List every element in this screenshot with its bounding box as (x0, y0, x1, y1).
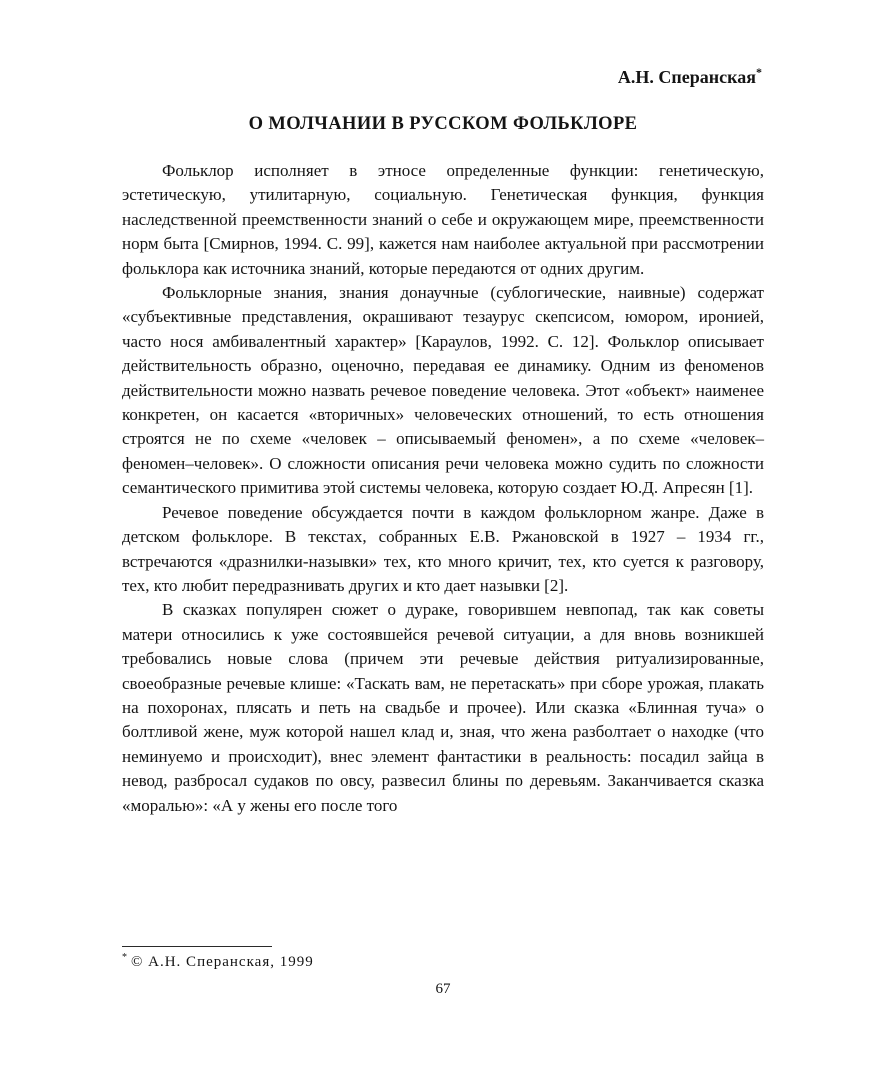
paragraph-3: Речевое поведение обсуждается почти в каждом фольклорном жанре. Даже в детском фольклоре. В текстах, собранных Е.В. Ржановской в 1927 – 1934 гг., встречаются «дразнилки-назывки» тех, кто много кричит, тех, кто суется к разговору, тех, кто любит передразнивать других и кто дает назывки [2]. (122, 502, 764, 595)
page-number: 67 (435, 981, 451, 997)
text-block (122, 66, 764, 818)
paragraph-4: В сказках популярен сюжет о дураке, говорившем невпопад, так как советы матери относились к уже состоявшейся речевой ситуации, а для вновь возникшей требовались новые слова (причем эти речевые действия ритуализированные, своеобразные речевые клише: «Таскать вам, не перетаскать» при сборе урожая, плакать на похоронах, плясать и петь на свадьбе и прочее). Или сказка «Блинная туча» о болтливой жене, муж которой нашел клад и, зная, что жена разболтает о находке (что неминуемо и происходит), внес элемент фантастики в реальность: посадил зайца в невод, разбросал судаков по овсу, развесил блины по деревьям. Заканчивается сказка «моралью»: «А у жены его после того (122, 600, 764, 815)
footnote-text: © А.Н. Сперанская, 1999 (131, 954, 314, 970)
author-footnote-mark: * (756, 65, 762, 79)
author-name: А.Н. Сперанская (617, 67, 756, 87)
footnote-area (122, 946, 764, 971)
article-body (122, 159, 764, 818)
author-line (122, 66, 762, 88)
article-title: О МОЛЧАНИИ В РУССКОМ ФОЛЬКЛОРЕ (248, 114, 638, 134)
footnote-mark: * (122, 952, 128, 963)
footnote-divider (122, 946, 272, 947)
paragraph-2: Фольклорные знания, знания донаучные (сублогические, наивные) содержат «субъективные представления, окрашивают тезаурус скепсисом, юмором, иронией, часто нося амбивалентный характер» [Караулов, 1992. С. 12]. Фольклор описывает действительность образно, оценочно, передавая ее динамику. Одним из феноменов действительности можно назвать речевое поведение человека. Этот «объект» наименее конкретен, он касается «вторичных» человеческих отношений, то есть отношения строятся не по схеме «человек – описываемый феномен», а по схеме «человек–феномен–человек». О сложности описания речи человека можно судить по сложности семантического примитива этой системы человека, которую создает Ю.Д. Апресян [1]. (122, 283, 764, 498)
paragraph-1: Фольклор исполняет в этносе определенные функции: генетическую, эстетическую, утилитарную, социальную. Генетическая функция, функция наследственной преемственности знаний о себе и окружающем мире, преемственности норм быта [Смирнов, 1994. С. 99], кажется нам наиболее актуальной при рассмотрении фольклора как источника знаний, которые передаются от одних другим. (122, 161, 764, 278)
footnote (122, 954, 764, 971)
